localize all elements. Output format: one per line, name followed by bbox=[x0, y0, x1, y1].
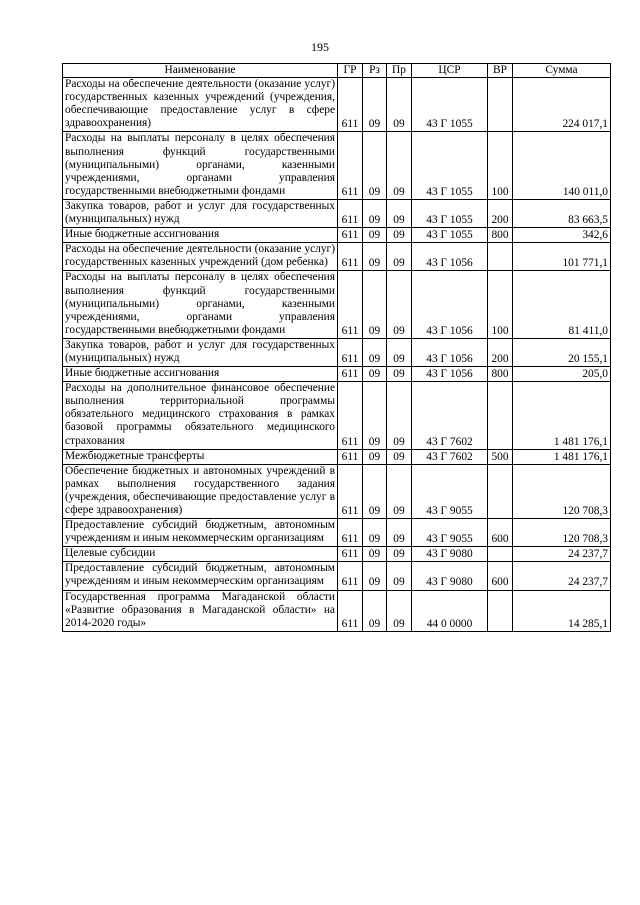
header-sum: Сумма bbox=[513, 64, 611, 78]
cell-gr: 611 bbox=[338, 382, 363, 449]
cell-gr: 611 bbox=[338, 199, 363, 227]
cell-name: Иные бюджетные ассигнования bbox=[63, 367, 338, 382]
cell-name: Межбюджетные трансферты bbox=[63, 449, 338, 464]
cell-pr: 09 bbox=[387, 271, 412, 338]
cell-pr: 09 bbox=[387, 562, 412, 590]
cell-rz: 09 bbox=[363, 547, 387, 562]
cell-pr: 09 bbox=[387, 464, 412, 518]
cell-sum: 14 285,1 bbox=[513, 590, 611, 631]
cell-csr: 43 Г 1055 bbox=[412, 199, 488, 227]
cell-pr: 09 bbox=[387, 199, 412, 227]
cell-name: Расходы на выплаты персоналу в целях обеспечения выполнения функций государственными (муниципальными) органами, казенными учреждениями, органами управления государственными внебюджетными фондами bbox=[63, 271, 338, 338]
cell-rz: 09 bbox=[363, 243, 387, 271]
cell-rz: 09 bbox=[363, 199, 387, 227]
cell-sum: 224 017,1 bbox=[513, 78, 611, 132]
cell-rz: 09 bbox=[363, 271, 387, 338]
cell-gr: 611 bbox=[338, 78, 363, 132]
cell-sum: 120 708,3 bbox=[513, 464, 611, 518]
cell-gr: 611 bbox=[338, 367, 363, 382]
cell-sum: 101 771,1 bbox=[513, 243, 611, 271]
cell-sum: 20 155,1 bbox=[513, 338, 611, 366]
cell-name: Предоставление субсидий бюджетным, автономным учреждениям и иным некоммерческим организациям bbox=[63, 562, 338, 590]
cell-gr: 611 bbox=[338, 243, 363, 271]
table-row bbox=[63, 243, 611, 271]
cell-gr: 611 bbox=[338, 338, 363, 366]
table-row bbox=[63, 382, 611, 449]
cell-vr bbox=[488, 590, 513, 631]
cell-vr: 600 bbox=[488, 562, 513, 590]
cell-name: Обеспечение бюджетных и автономных учреждений в рамках выполнения государственного задания (учреждения, обеспечивающие предоставление услуг в сфере здравоохранения) bbox=[63, 464, 338, 518]
cell-pr: 09 bbox=[387, 78, 412, 132]
cell-vr bbox=[488, 78, 513, 132]
cell-vr bbox=[488, 464, 513, 518]
cell-gr: 611 bbox=[338, 519, 363, 547]
cell-vr: 600 bbox=[488, 519, 513, 547]
cell-csr: 43 Г 9055 bbox=[412, 464, 488, 518]
cell-csr: 43 Г 1056 bbox=[412, 367, 488, 382]
cell-pr: 09 bbox=[387, 132, 412, 199]
cell-name: Иные бюджетные ассигнования bbox=[63, 228, 338, 243]
cell-pr: 09 bbox=[387, 243, 412, 271]
table-row bbox=[63, 519, 611, 547]
cell-sum: 120 708,3 bbox=[513, 519, 611, 547]
cell-gr: 611 bbox=[338, 547, 363, 562]
cell-sum: 342,6 bbox=[513, 228, 611, 243]
header-pr: Пр bbox=[387, 64, 412, 78]
cell-sum: 1 481 176,1 bbox=[513, 382, 611, 449]
table-row bbox=[63, 228, 611, 243]
budget-table bbox=[62, 63, 611, 632]
table-body bbox=[63, 78, 611, 632]
table-row bbox=[63, 199, 611, 227]
cell-sum: 83 663,5 bbox=[513, 199, 611, 227]
cell-vr: 100 bbox=[488, 132, 513, 199]
cell-csr: 43 Г 9080 bbox=[412, 547, 488, 562]
header-csr: ЦСР bbox=[412, 64, 488, 78]
cell-csr: 43 Г 1056 bbox=[412, 338, 488, 366]
cell-vr: 100 bbox=[488, 271, 513, 338]
cell-rz: 09 bbox=[363, 338, 387, 366]
cell-gr: 611 bbox=[338, 271, 363, 338]
table-row bbox=[63, 271, 611, 338]
table-row bbox=[63, 464, 611, 518]
cell-vr bbox=[488, 243, 513, 271]
table-row bbox=[63, 449, 611, 464]
cell-pr: 09 bbox=[387, 449, 412, 464]
cell-pr: 09 bbox=[387, 367, 412, 382]
cell-pr: 09 bbox=[387, 338, 412, 366]
table-row bbox=[63, 132, 611, 199]
table-row bbox=[63, 562, 611, 590]
cell-name: Целевые субсидии bbox=[63, 547, 338, 562]
cell-name: Закупка товаров, работ и услуг для государственных (муниципальных) нужд bbox=[63, 199, 338, 227]
cell-csr: 43 Г 7602 bbox=[412, 382, 488, 449]
cell-rz: 09 bbox=[363, 78, 387, 132]
cell-sum: 81 411,0 bbox=[513, 271, 611, 338]
cell-name: Расходы на обеспечение деятельности (оказание услуг) государственных казенных учреждений (дом ребенка) bbox=[63, 243, 338, 271]
cell-vr: 200 bbox=[488, 338, 513, 366]
cell-gr: 611 bbox=[338, 562, 363, 590]
cell-vr: 200 bbox=[488, 199, 513, 227]
cell-pr: 09 bbox=[387, 590, 412, 631]
table-row bbox=[63, 590, 611, 631]
cell-vr bbox=[488, 547, 513, 562]
cell-gr: 611 bbox=[338, 132, 363, 199]
header-rz: Рз bbox=[363, 64, 387, 78]
cell-csr: 43 Г 1056 bbox=[412, 243, 488, 271]
cell-vr: 500 bbox=[488, 449, 513, 464]
cell-csr: 43 Г 9055 bbox=[412, 519, 488, 547]
cell-sum: 24 237,7 bbox=[513, 562, 611, 590]
header-gr: ГР bbox=[338, 64, 363, 78]
header-vr: ВР bbox=[488, 64, 513, 78]
cell-sum: 24 237,7 bbox=[513, 547, 611, 562]
cell-vr: 800 bbox=[488, 228, 513, 243]
cell-pr: 09 bbox=[387, 547, 412, 562]
cell-vr: 800 bbox=[488, 367, 513, 382]
table-row bbox=[63, 338, 611, 366]
cell-rz: 09 bbox=[363, 132, 387, 199]
cell-name: Государственная программа Магаданской области «Развитие образования в Магаданской области» на 2014-2020 годы» bbox=[63, 590, 338, 631]
cell-rz: 09 bbox=[363, 449, 387, 464]
cell-csr: 43 Г 1055 bbox=[412, 132, 488, 199]
cell-pr: 09 bbox=[387, 519, 412, 547]
cell-vr bbox=[488, 382, 513, 449]
cell-csr: 44 0 0000 bbox=[412, 590, 488, 631]
header-name: Наименование bbox=[63, 64, 338, 78]
table-row bbox=[63, 367, 611, 382]
cell-gr: 611 bbox=[338, 464, 363, 518]
cell-sum: 140 011,0 bbox=[513, 132, 611, 199]
table-header-row bbox=[63, 64, 611, 78]
cell-pr: 09 bbox=[387, 228, 412, 243]
table-row bbox=[63, 547, 611, 562]
cell-sum: 1 481 176,1 bbox=[513, 449, 611, 464]
cell-csr: 43 Г 7602 bbox=[412, 449, 488, 464]
cell-gr: 611 bbox=[338, 590, 363, 631]
cell-name: Закупка товаров, работ и услуг для государственных (муниципальных) нужд bbox=[63, 338, 338, 366]
cell-csr: 43 Г 9080 bbox=[412, 562, 488, 590]
cell-gr: 611 bbox=[338, 449, 363, 464]
cell-csr: 43 Г 1055 bbox=[412, 228, 488, 243]
cell-rz: 09 bbox=[363, 562, 387, 590]
cell-rz: 09 bbox=[363, 519, 387, 547]
cell-csr: 43 Г 1056 bbox=[412, 271, 488, 338]
cell-rz: 09 bbox=[363, 228, 387, 243]
cell-name: Расходы на выплаты персоналу в целях обеспечения выполнения функций государственными (муниципальными) органами, казенными учреждениями, органами управления государственными внебюджетными фондами bbox=[63, 132, 338, 199]
cell-rz: 09 bbox=[363, 590, 387, 631]
cell-gr: 611 bbox=[338, 228, 363, 243]
cell-rz: 09 bbox=[363, 382, 387, 449]
cell-rz: 09 bbox=[363, 464, 387, 518]
cell-rz: 09 bbox=[363, 367, 387, 382]
page-number: 195 bbox=[311, 40, 329, 54]
cell-pr: 09 bbox=[387, 382, 412, 449]
cell-name: Расходы на дополнительное финансовое обеспечение выполнения территориальной программы обязательного медицинского страхования в рамках базовой программы обязательного медицинского страхования bbox=[63, 382, 338, 449]
table-row bbox=[63, 78, 611, 132]
cell-name: Расходы на обеспечение деятельности (оказание услуг) государственных казенных учреждений (учреждения, обеспечивающие предоставление услуг в сфере здравоохранения) bbox=[63, 78, 338, 132]
cell-csr: 43 Г 1055 bbox=[412, 78, 488, 132]
cell-name: Предоставление субсидий бюджетным, автономным учреждениям и иным некоммерческим организациям bbox=[63, 519, 338, 547]
cell-sum: 205,0 bbox=[513, 367, 611, 382]
